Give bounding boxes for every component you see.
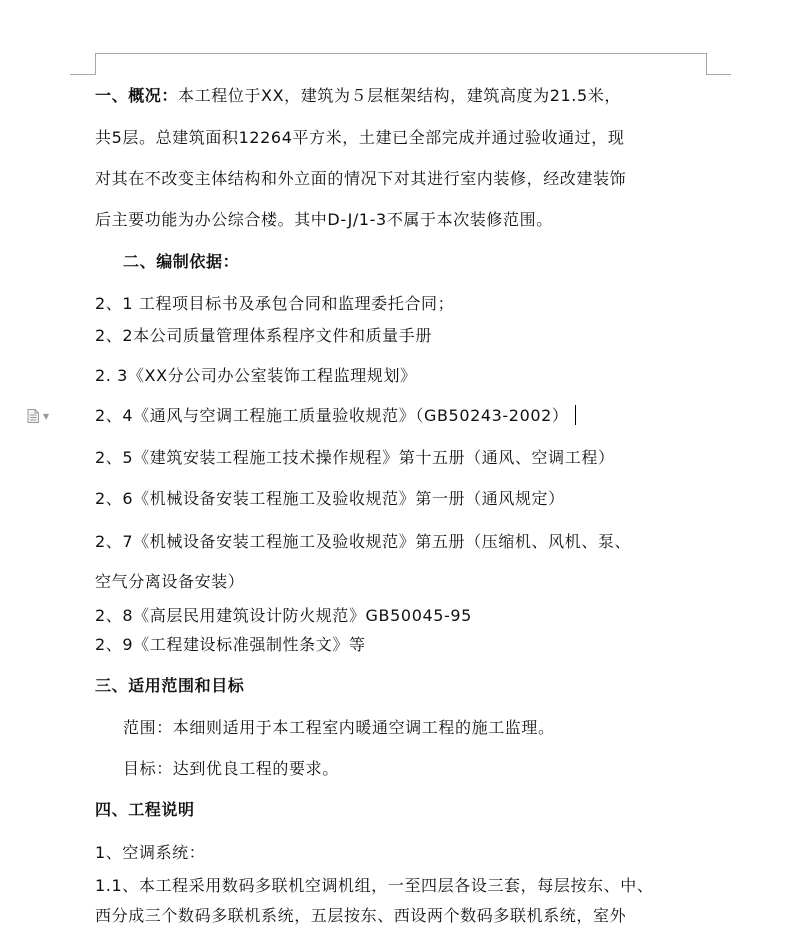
crop-mark-left bbox=[95, 53, 96, 75]
crop-mark-right bbox=[706, 53, 707, 75]
basis-item-1: 2、1 工程项目标书及承包合同和监理委托合同； bbox=[95, 294, 455, 313]
basis-item-2: 2、2本公司质量管理体系程序文件和质量手册 bbox=[95, 326, 432, 345]
ac-system-line-2: 西分成三个数码多联机系统，五层按东、西设两个数码多联机系统，室外 bbox=[95, 906, 627, 925]
basis-item-8: 2、8《高层民用建筑设计防火规范》GB50045-95 bbox=[95, 606, 472, 625]
basis-item-9: 2、9《工程建设标准强制性条文》等 bbox=[95, 635, 366, 654]
basis-item-4-text: 2、4《通风与空调工程施工质量验收规范》（GB50243-2002） bbox=[95, 406, 569, 425]
ac-system-line-1: 1.1、本工程采用数码多联机空调机组，一至四层各设三套，每层按东、中、 bbox=[95, 876, 654, 895]
page-top-edge bbox=[95, 53, 707, 54]
paragraph-layout-icon[interactable] bbox=[27, 409, 39, 423]
basis-item-7-continued: 空气分离设备安装） bbox=[95, 572, 245, 591]
basis-item-7: 2、7《机械设备安装工程施工及验收规范》第五册（压缩机、风机、泵、 bbox=[95, 532, 632, 551]
scope-heading: 三、适用范围和目标 bbox=[95, 676, 245, 695]
project-description-heading: 四、工程说明 bbox=[95, 800, 195, 819]
basis-item-5: 2、5《建筑安装工程施工技术操作规程》第十五册（通风、空调工程） bbox=[95, 448, 615, 467]
ac-system-subheading: 1、空调系统： bbox=[95, 843, 206, 862]
overview-line-2: 共5层。总建筑面积12264平方米，土建已全部完成并通过验收通过，现 bbox=[95, 128, 625, 147]
scope-text: 范围：本细则适用于本工程室内暖通空调工程的施工监理。 bbox=[123, 718, 555, 737]
basis-item-4[interactable] bbox=[95, 405, 576, 427]
text-cursor bbox=[575, 405, 576, 425]
goal-text: 目标：达到优良工程的要求。 bbox=[123, 759, 339, 778]
basis-item-3: 2. 3《XX分公司办公室装饰工程监理规划》 bbox=[95, 366, 417, 385]
basis-item-6: 2、6《机械设备安装工程施工及验收规范》第一册（通风规定） bbox=[95, 489, 565, 508]
overview-line-1 bbox=[95, 85, 621, 107]
crop-mark-left-horizontal bbox=[70, 74, 95, 75]
chevron-down-icon[interactable]: ▼ bbox=[43, 412, 50, 421]
overview-line-3: 对其在不改变主体结构和外立面的情况下对其进行室内装修，经改建装饰 bbox=[95, 169, 627, 188]
crop-mark-right-horizontal bbox=[706, 74, 731, 75]
basis-heading: 二、编制依据： bbox=[123, 252, 240, 271]
overview-heading: 一、概况： bbox=[95, 86, 179, 105]
overview-line-4: 后主要功能为办公综合楼。其中D-J/1-3不属于本次装修范围。 bbox=[95, 210, 553, 229]
overview-text: 本工程位于XX，建筑为５层框架结构，建筑高度为21.5米， bbox=[178, 86, 621, 105]
